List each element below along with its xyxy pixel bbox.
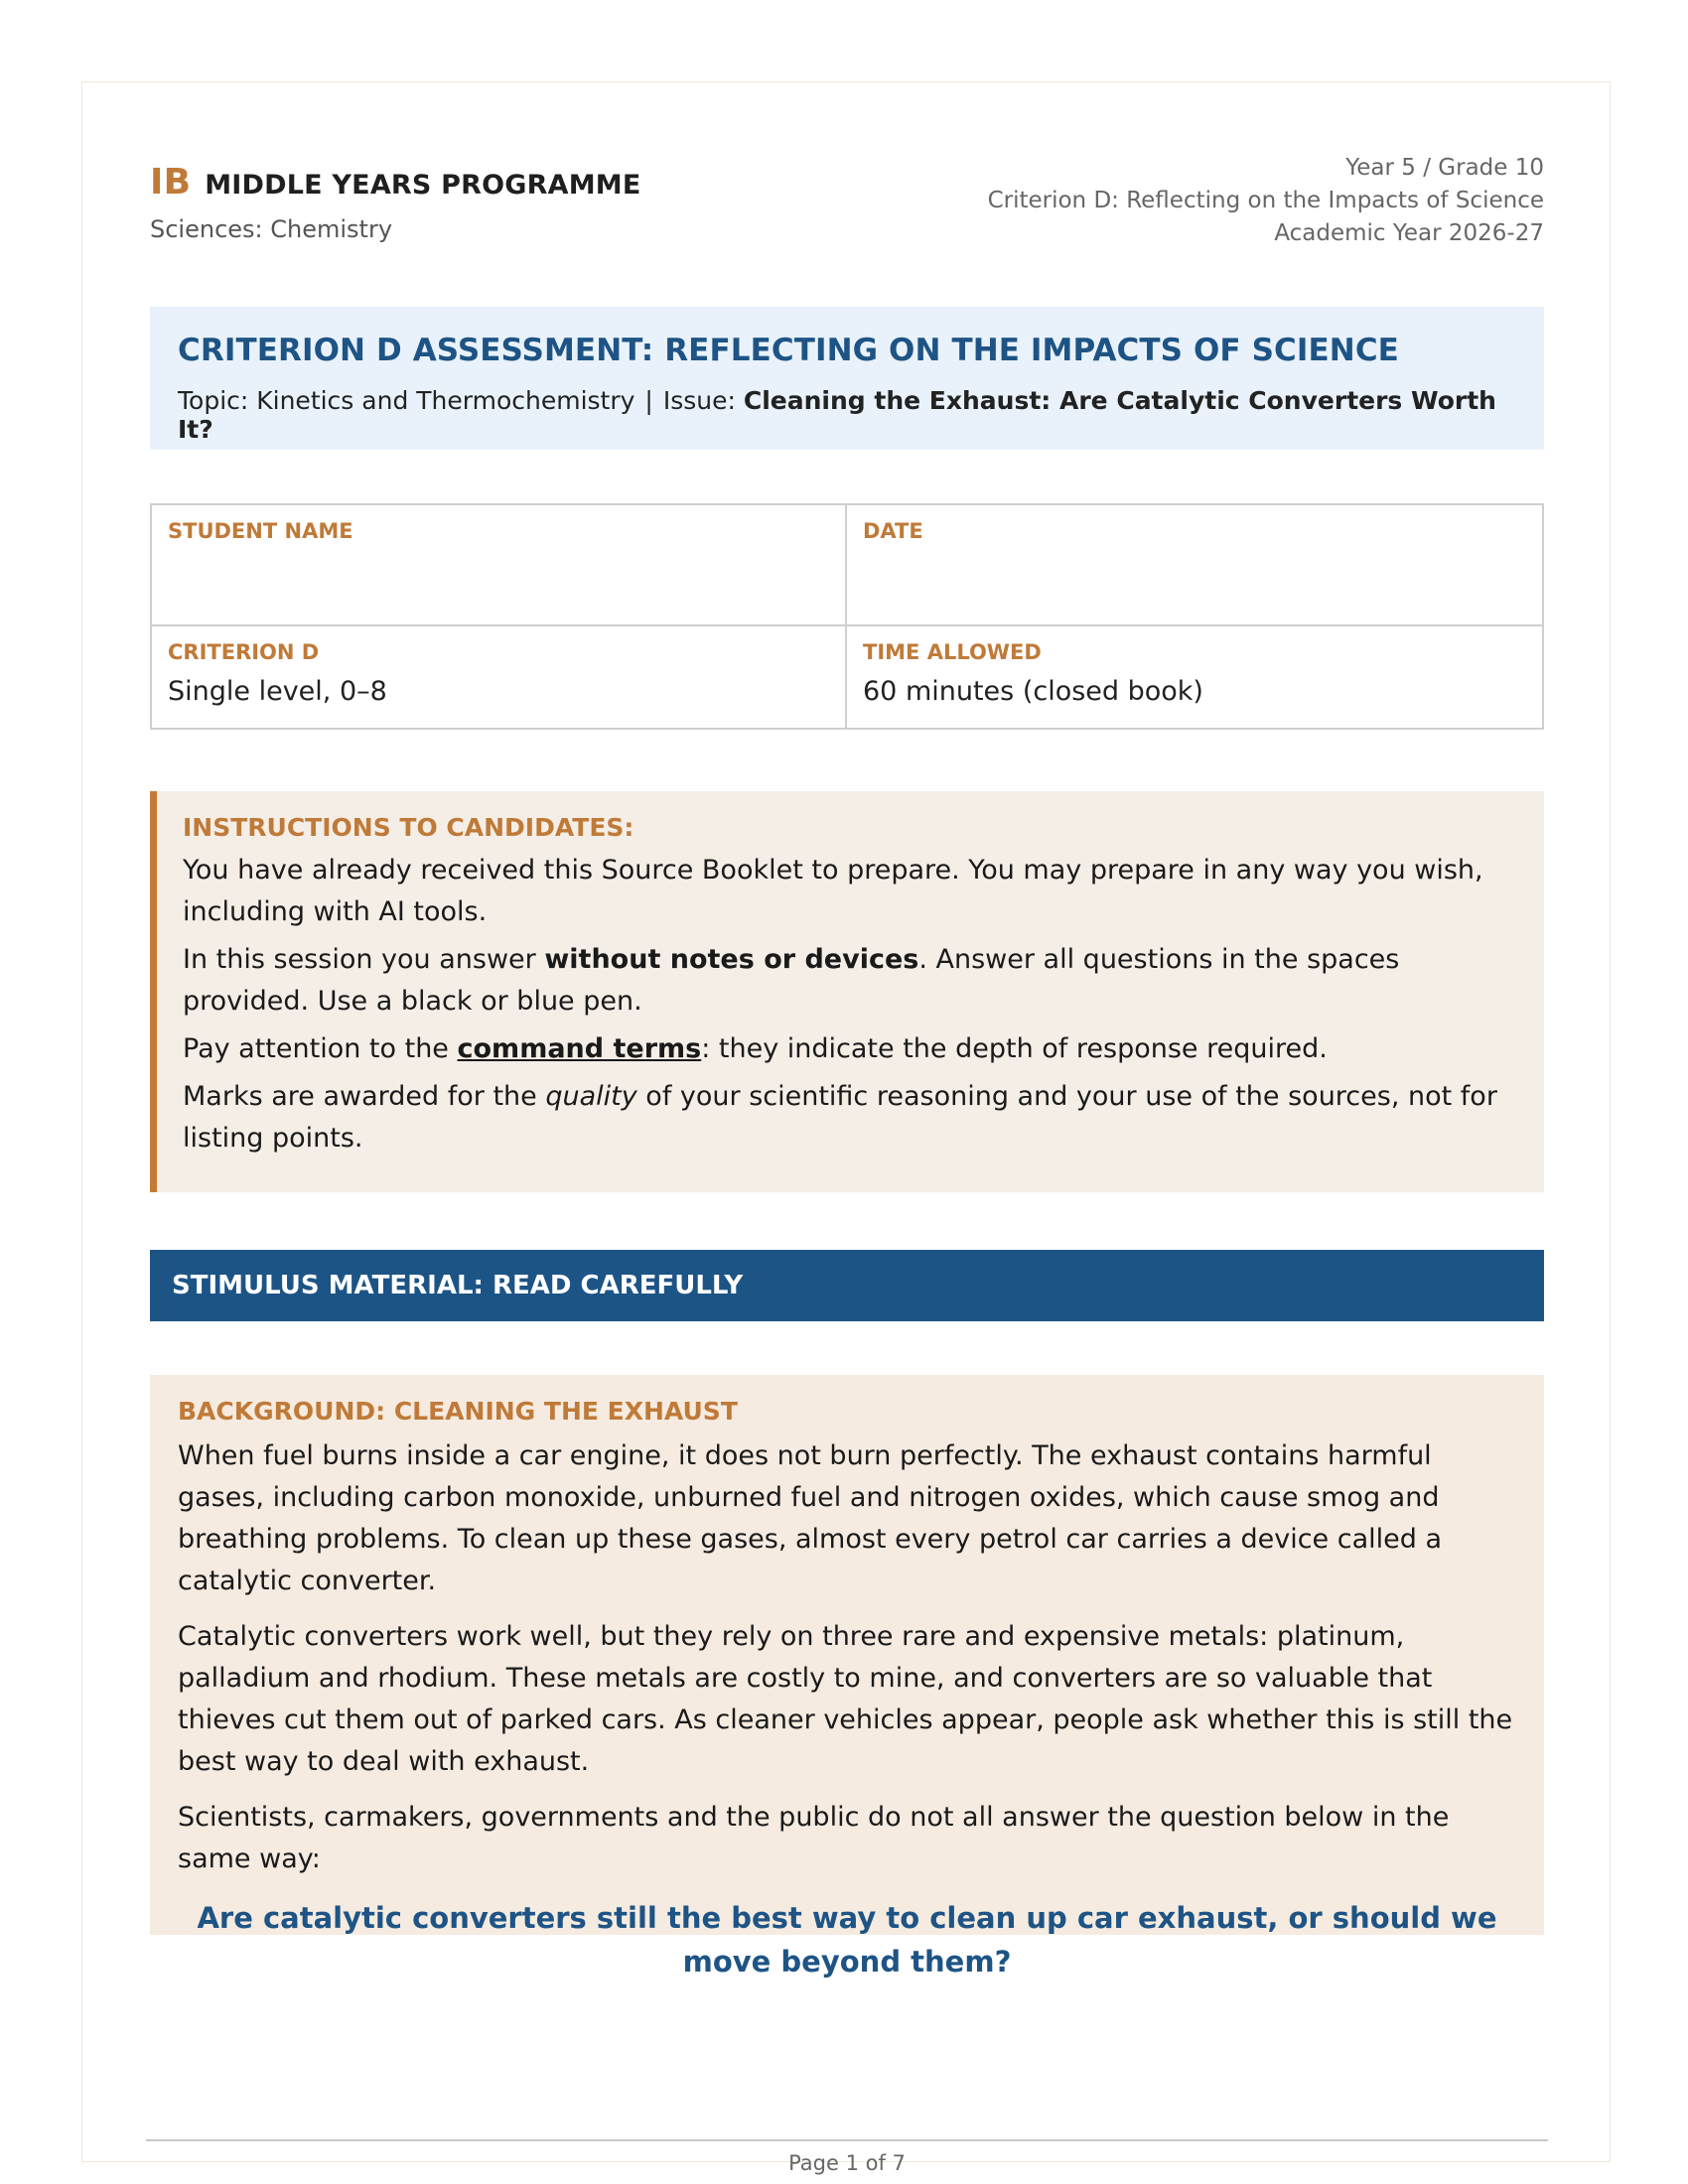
instruction-1: You have already received this Source Booklet to prepare. You may prepare in any way you wish, including with AI tools. (183, 855, 1483, 927)
instructions-box (150, 791, 1544, 1192)
stimulus-label: STIMULUS MATERIAL: READ CAREFULLY (172, 1271, 744, 1300)
programme-brand (150, 162, 641, 203)
background-title: BACKGROUND: CLEANING THE EXHAUST (178, 1397, 738, 1426)
stimulus-header-bar (150, 1250, 1544, 1321)
time-allowed-cell (847, 626, 1542, 730)
instruction-4-text-b: of your scientific reasoning and your use of the sources, not for listing points. (183, 1081, 1497, 1154)
instruction-3 (183, 1028, 1518, 1070)
criterion-cell (152, 626, 847, 730)
instruction-2 (183, 939, 1518, 1023)
instruction-3-text-a: Pay attention to the (183, 1033, 458, 1064)
page-sheet (81, 81, 1611, 2175)
student-info-table (150, 503, 1544, 730)
student-name-cell[interactable] (152, 505, 847, 626)
date-label: DATE (863, 519, 923, 543)
instruction-3-text-b: : they indicate the depth of response required. (701, 1033, 1328, 1064)
quality-emphasis: quality (545, 1081, 637, 1112)
assessment-title: CRITERION D ASSESSMENT: REFLECTING ON THE IMPACTS OF SCIENCE (178, 333, 1399, 368)
key-question: Are catalytic converters still the best way to clean up car exhaust, or should we move beyond them? (197, 1901, 1497, 1979)
instruction-4-text-a: Marks are awarded for the (183, 1081, 546, 1112)
subject-label: Sciences: Chemistry (150, 215, 393, 243)
background-paragraph-2: Catalytic converters work well, but they rely on three rare and expensive metals: platinum, palladium and rhodium. These metals are costly to mine, and converters are so valuable that thieves cut them out of parked cars. As cleaner vehicles appear, people ask whether this is still the best way to deal with exhaust. (178, 1621, 1513, 1777)
background-box (150, 1375, 1544, 1979)
time-allowed-label: TIME ALLOWED (863, 640, 1042, 664)
page-number: Page 1 of 7 (788, 2151, 906, 2175)
criterion-value: Single level, 0–8 (168, 676, 387, 707)
footer-divider (146, 2139, 1548, 2141)
year-grade: Year 5 / Grade 10 (1345, 155, 1544, 181)
topic-separator: | (644, 386, 653, 415)
instruction-2-text-b: . Answer all questions in the spaces provided. Use a black or blue pen. (183, 944, 1400, 1017)
instruction-4 (183, 1076, 1518, 1160)
ib-logo-text: IB (150, 162, 192, 203)
issue-title: Cleaning the Exhaust: Are Catalytic Converters Worth It? (178, 386, 1496, 444)
criterion-heading: Criterion D: Reflecting on the Impacts of Science (987, 188, 1544, 213)
time-allowed-value: 60 minutes (closed book) (863, 676, 1203, 707)
header-meta (988, 152, 1544, 250)
instruction-2-text-a: In this session you answer (183, 944, 545, 975)
instruction-2-emphasis: without notes or devices (544, 944, 919, 975)
issue-label: Issue: (662, 386, 736, 415)
command-terms-emphasis: command terms (457, 1033, 702, 1064)
programme-name: MIDDLE YEARS PROGRAMME (205, 170, 641, 201)
assessment-banner (150, 307, 1544, 450)
topic-label: Topic: Kinetics and Thermochemistry (178, 386, 635, 415)
background-paragraph-3: Scientists, carmakers, governments and the public do not all answer the question below in the same way: (178, 1802, 1450, 1874)
date-cell[interactable] (847, 505, 1542, 626)
criterion-label: CRITERION D (168, 640, 320, 664)
background-paragraph-1: When fuel burns inside a car engine, it does not burn perfectly. The exhaust contains harmful gases, including carbon monoxide, unburned fuel and nitrogen oxides, which cause smog and breathing problems. To clean up these gases, almost every petrol car carries a device called a catalytic converter. (178, 1440, 1443, 1596)
instructions-title: INSTRUCTIONS TO CANDIDATES: (183, 813, 634, 842)
assessment-topic-line (178, 386, 1516, 444)
academic-year: Academic Year 2026-27 (1274, 220, 1544, 246)
student-name-label: STUDENT NAME (168, 519, 353, 543)
